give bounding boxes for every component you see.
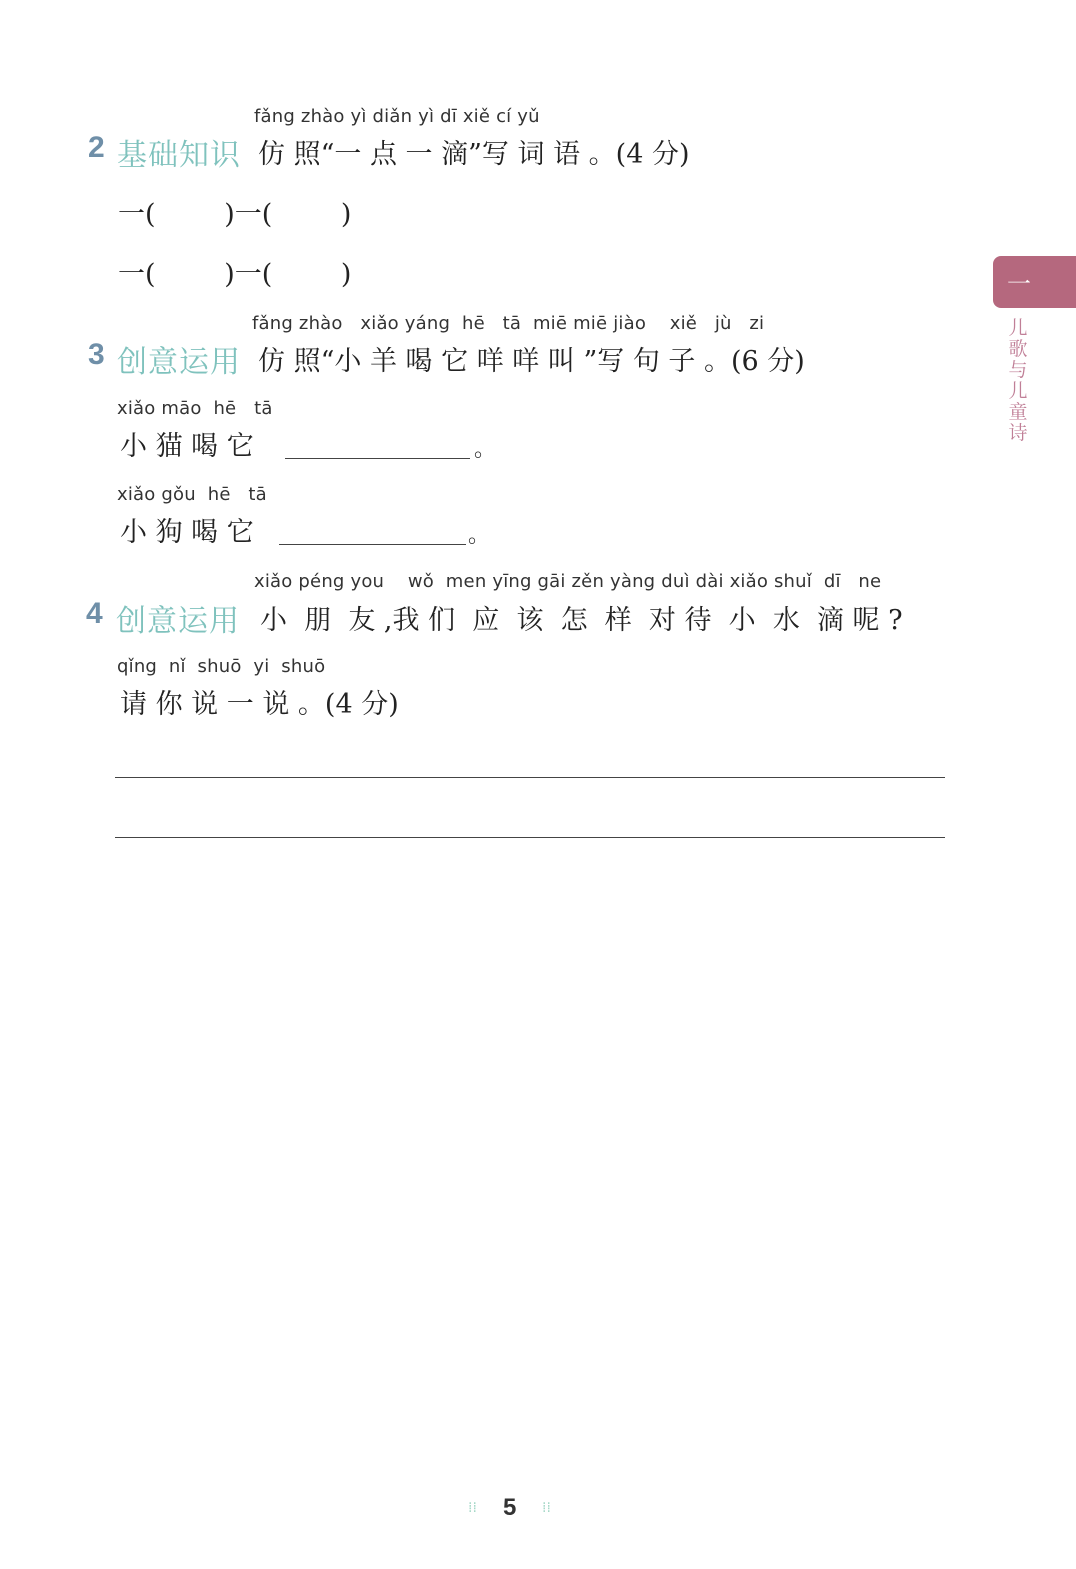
q3-answer-line-1[interactable] — [285, 458, 470, 459]
q4-number: 4 — [86, 597, 103, 630]
q4-text: 小 朋 友 ,我 们 应 该 怎 样 对 待 小 水 滴 呢 ? — [260, 605, 903, 636]
q4-pinyin: xiǎo péng you wǒ men yīng gāi zěn yàng duì dài xiǎo shuǐ dī ne — [254, 571, 882, 592]
q3-answer-line-2[interactable] — [279, 544, 466, 545]
q3-line1-pinyin: xiǎo māo hē tā — [117, 398, 273, 419]
q2-blank-row-2: 一( )一( ) — [118, 259, 352, 290]
q3-line2-pinyin: xiǎo gǒu hē tā — [117, 484, 267, 505]
q3-tag: 创意运用 — [117, 345, 241, 380]
page-ornament-left: ⁞⁞ — [468, 1500, 477, 1516]
q2-blank-row-1: 一( )一( ) — [118, 199, 352, 230]
q4-line2-text: 请 你 说 一 说 。(4 分) — [120, 689, 399, 720]
q4-answer-line-2[interactable] — [115, 837, 945, 838]
q2-tag: 基础知识 — [117, 138, 241, 173]
q3-line1-text: 小 猫 喝 它 — [120, 431, 254, 462]
q4-answer-line-1[interactable] — [115, 777, 945, 778]
unit-title-vertical: 儿歌与儿童诗 — [1008, 317, 1028, 444]
page-number: 5 — [503, 1494, 517, 1521]
q4-line2-pinyin: qǐng nǐ shuō yi shuō — [117, 656, 326, 677]
q3-number: 3 — [88, 338, 105, 371]
q3-pinyin: fǎng zhào xiǎo yáng hē tā miē miē jiào xiě jù zi — [252, 313, 765, 334]
q2-pinyin: fǎng zhào yì diǎn yì dī xiě cí yǔ — [254, 106, 540, 127]
page-ornament-right: ⁞⁞ — [542, 1500, 551, 1516]
q2-number: 2 — [88, 131, 105, 164]
q2-text: 仿 照“一 点 一 滴”写 词 语 。(4 分) — [258, 139, 690, 170]
q3-line1-end: 。 — [474, 437, 497, 462]
q3-line2-end: 。 — [468, 523, 491, 548]
unit-number: 一 — [1007, 270, 1031, 298]
q3-line2-text: 小 狗 喝 它 — [120, 517, 254, 548]
q3-text: 仿 照“小 羊 喝 它 咩 咩 叫 ”写 句 子 。(6 分) — [258, 346, 805, 377]
q4-tag: 创意运用 — [116, 604, 240, 639]
